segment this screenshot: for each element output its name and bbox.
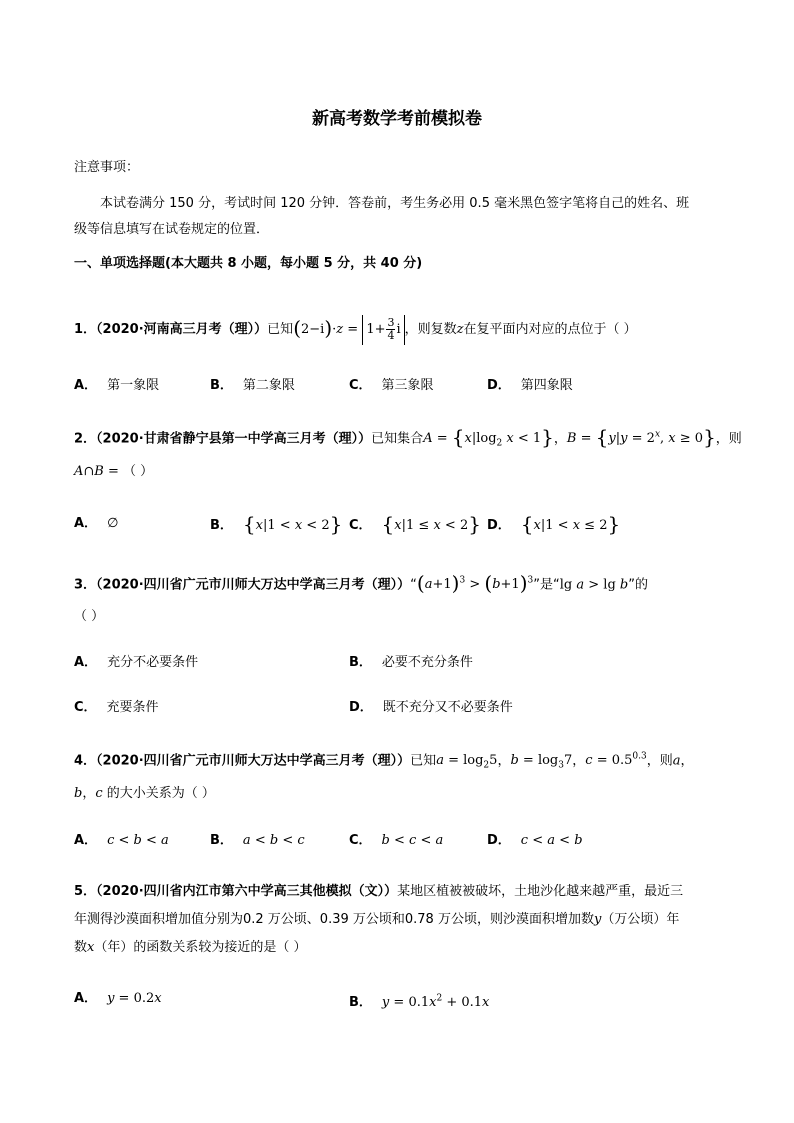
- q3-option-b[interactable]: B． 必要不充分条件: [349, 655, 473, 670]
- q1-text-c: 在复平面内对应的点位于（ ）: [463, 322, 637, 337]
- q5-line-3: 数x（年）的函数关系较为接近的是（ ）: [74, 940, 307, 955]
- q2-option-c[interactable]: C． {x|1 ≤ x < 2}: [349, 512, 481, 536]
- q2-set-b: $B = \{y|y = 2^x$, x ≥ 0}: [566, 425, 716, 450]
- q2-intersection: A∩B =: [74, 464, 124, 479]
- q4-option-d[interactable]: D． c < a < b: [487, 833, 583, 848]
- q1-option-c[interactable]: C． 第三象限: [349, 378, 434, 393]
- question-1: [74, 313, 637, 345]
- notice-line-2: 级等信息填写在试卷规定的位置．: [74, 222, 270, 237]
- notice-line-1: 本试卷满分 150 分，考试时间 120 分钟．答卷前，考生务必用 0.5 毫米黑色签字笔将自己的姓名、班: [100, 196, 690, 211]
- q1-text-a: 已知: [267, 322, 294, 337]
- q1-text-b: ，则复数: [404, 322, 457, 337]
- q2-line-2: A∩B = （ ）: [74, 464, 154, 479]
- q2-source: （2020·甘肃省静宁县第一中学高三月考（理））: [96, 431, 372, 447]
- q4-option-b[interactable]: B． a < b < c: [210, 833, 305, 848]
- question-3: 3．（2020·四川省广元市川师大万达中学高三月考（理））“$(a+1)^3 > (b+1)^3$”是“lg a > lg b”的: [74, 571, 648, 596]
- q4-formula-b: $b = \log_37$: [510, 753, 573, 771]
- q3-line-2: （ ）: [74, 609, 105, 624]
- q1-option-b[interactable]: B． 第二象限: [210, 378, 295, 393]
- q5-source: （2020·四川省内江市第六中学高三其他模拟（文））: [96, 884, 398, 899]
- q1-formula-left: (2−i)·z =: [293, 316, 363, 340]
- page-title: 新高考数学考前模拟卷: [312, 109, 482, 129]
- q2-option-d[interactable]: D． {x|1 < x ≤ 2}: [487, 512, 621, 536]
- q2-number: 2．: [74, 431, 97, 447]
- q2-option-b[interactable]: B． {x|1 < x < 2}: [210, 512, 343, 536]
- q1-formula-abs: 1+ $\frac{3}{4}$ i: [362, 315, 404, 345]
- q4-line-2: b，c 的大小关系为（ ）: [74, 786, 215, 801]
- q5-line-2: 年测得沙漠面积增加值分别为0.2 万公顷、0.39 万公顷和0.78 万公顷，则沙漠面积增加数y（万公顷）年: [74, 912, 680, 927]
- q2-set-a: $A = \{x|\log_2$ x < 1}: [423, 425, 554, 450]
- q2-text-b: ，则: [715, 431, 742, 447]
- question-2: 2．（2020·甘肃省静宁县第一中学高三月考（理））已知集合$A = \{x|\log_2$ x < 1}，$B = \{y|y = 2^x$, x ≥ 0}，则: [74, 425, 742, 450]
- q4-formula-c: $c = 0.5^{0.3}$: [585, 752, 647, 769]
- q4-source: （2020·四川省广元市川师大万达中学高三月考（理））: [96, 753, 411, 769]
- q4-option-c[interactable]: C． b < c < a: [349, 833, 444, 848]
- q3-option-c[interactable]: C． 充要条件: [74, 700, 159, 715]
- q4-number: 4．: [74, 753, 97, 769]
- q2-option-a[interactable]: A． ∅: [74, 516, 119, 531]
- q1-var-z: z: [456, 322, 464, 337]
- question-5: 5．（2020·四川省内江市第六中学高三其他模拟（文））某地区植被被破坏，土地沙化越来越严重，最近三: [74, 884, 684, 899]
- q5-option-a[interactable]: A． y = 0.2x: [74, 991, 162, 1006]
- q3-number: 3．: [74, 577, 97, 593]
- section-heading: 一、单项选择题(本大题共 8 小题，每小题 5 分，共 40 分): [74, 256, 423, 271]
- question-4: 4．（2020·四川省广元市川师大万达中学高三月考（理））已知$a = \log_25$，$b = \log_37$，$c = 0.5^{0.3}$，则a，: [74, 752, 694, 771]
- q5-option-b[interactable]: B． $y = 0.1x^2 + 0.1x$: [349, 994, 490, 1011]
- q3-source: （2020·四川省广元市川师大万达中学高三月考（理））: [96, 577, 411, 593]
- q1-source: （2020·河南高三月考（理））: [96, 322, 268, 337]
- q1-option-a[interactable]: A． 第一象限: [74, 378, 160, 393]
- q4-formula-a: $a = \log_25$: [436, 753, 498, 771]
- q3-option-d[interactable]: D． 既不充分又不必要条件: [349, 700, 513, 715]
- q5-number: 5．: [74, 884, 97, 899]
- q4-option-a[interactable]: A． c < b < a: [74, 833, 169, 848]
- q3-formula-lg: lg a > lg b: [559, 577, 629, 593]
- q3-option-a[interactable]: A． 充分不必要条件: [74, 655, 199, 670]
- q3-formula-cube: $(a+1)^3 > (b+1)^3$: [416, 571, 534, 596]
- q2-text-a: 已知集合: [371, 431, 424, 447]
- notice-heading: 注意事项：: [74, 160, 140, 175]
- q1-number: 1．: [74, 322, 97, 337]
- q1-option-d[interactable]: D． 第四象限: [487, 378, 573, 393]
